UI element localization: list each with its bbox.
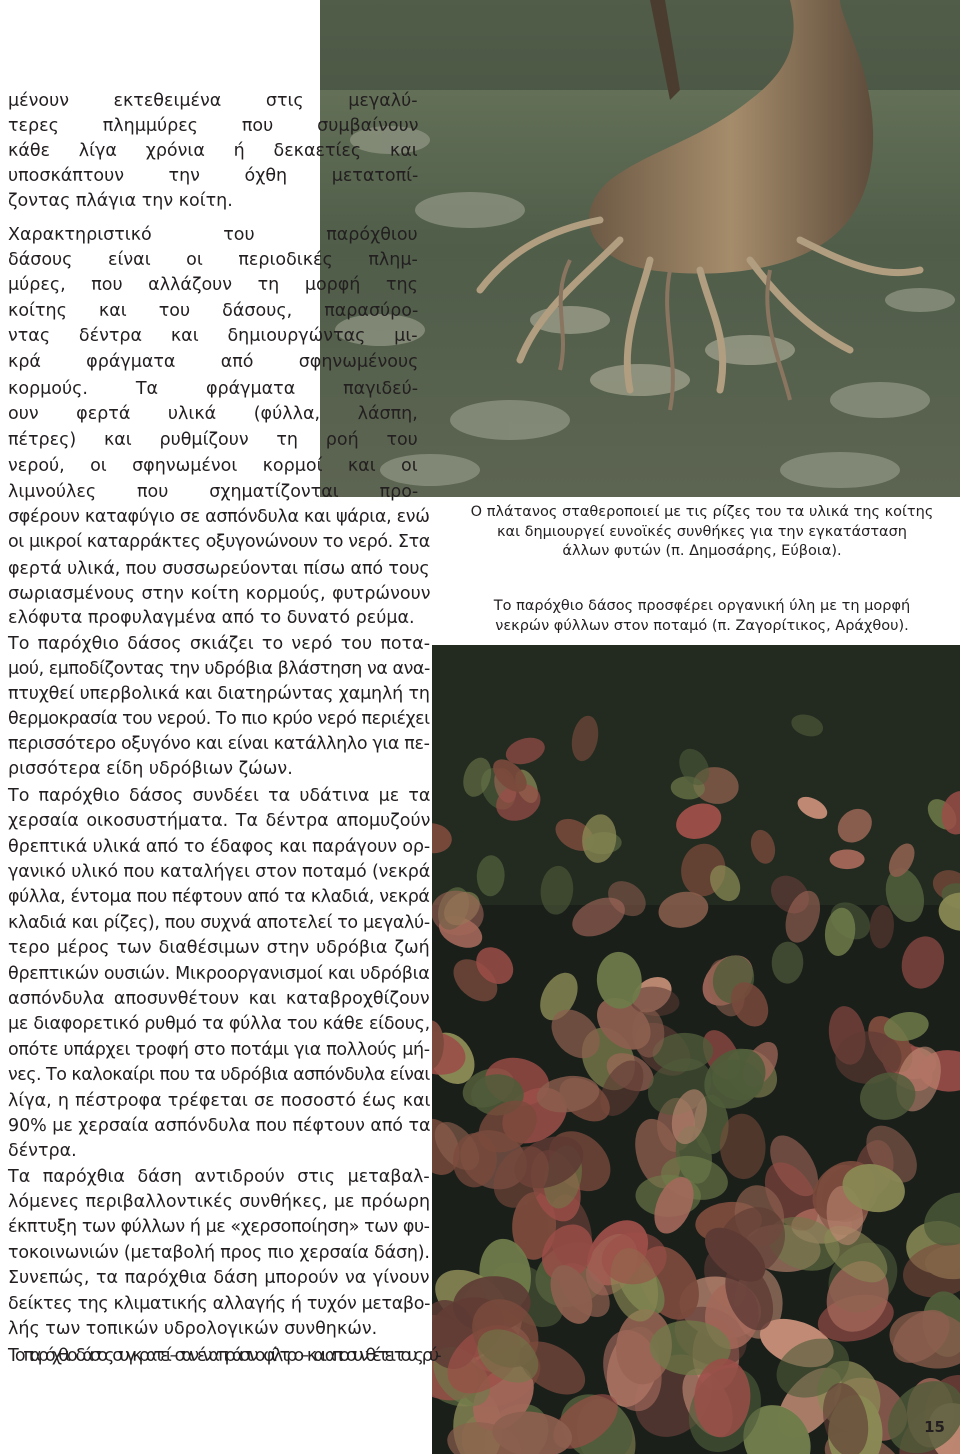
- body-line: οπότε υπάρχει τροφή στο ποτάμι για πολλούς μή-: [8, 1040, 430, 1060]
- body-line: Συνεπώς, τα παρόχθια δάση μπορούν να γίνουν: [8, 1268, 430, 1288]
- body-line: Τα παρόχθια δάση αντιδρούν στις μεταβαλ-: [8, 1167, 430, 1187]
- body-line: ουν φερτά υλικά (φύλλα, λάσπη,: [8, 404, 418, 424]
- body-line: κρά φράγματα από σφηνωμένους: [8, 352, 419, 372]
- photo-floating-leaves: [432, 645, 960, 1454]
- body-line: Χαρακτηριστικό του παρόχθιου: [8, 225, 418, 245]
- body-line: με διαφορετικό ρυθμό τα φύλλα του κάθε είδους,: [8, 1014, 430, 1034]
- body-line: νες. Το καλοκαίρι που τα υδρόβια ασπόνδυλα είναι: [8, 1065, 430, 1085]
- body-line: θρεπτικά υλικά από το έδαφος και παράγουν ορ-: [8, 837, 431, 857]
- body-line: μού, εμποδίζοντας την υδρόβια βλάστηση να ανα-: [8, 659, 430, 679]
- body-line: λόμενες περιβαλλοντικές συνθήκες, με πρόωρη: [8, 1192, 431, 1212]
- body-line: Το παρόχθιο δάσος σκιάζει το νερό του ποτα-: [8, 634, 431, 654]
- body-line: λίγα, η πέστροφα τρέφεται σε ποσοστό έως και: [8, 1091, 431, 1111]
- body-line: έκπτυξη των φύλλων ή με «χερσοποίηση» των φυ-: [8, 1217, 430, 1237]
- leaf-shape: [830, 850, 865, 870]
- body-line: κάθε λίγα χρόνια ή δεκαετίες και: [8, 141, 418, 161]
- page-number: 15: [924, 1418, 945, 1436]
- body-line: μύρες, που αλλάζουν τη μορφή της: [8, 275, 418, 295]
- body-line: φερτά υλικά, που συσσωρεύονται πίσω από τους: [8, 559, 430, 579]
- body-line: λής των τοπικών υδρολογικών συνθηκών.: [8, 1319, 378, 1339]
- body-line: υποσκάπτουν την όχθη μετατοπί-: [8, 166, 419, 186]
- body-line: δέντρα.: [8, 1141, 77, 1161]
- body-line: σωριασμένους στην κοίτη κορμούς, φυτρώνουν: [8, 584, 431, 604]
- caption-line: άλλων φυτών (π. Δημοσάρης, Εύβοια).: [562, 543, 842, 559]
- body-line: φύλλα, έντομα που πέφτουν από τα κλαδιά, νεκρά: [8, 887, 430, 907]
- body-line: σφέρουν καταφύγιο σε ασπόνδυλα και ψάρια, ενώ: [8, 507, 430, 527]
- body-line: θρεπτικών ουσιών. Μικροοργανισμοί και υδρόβια: [8, 964, 430, 984]
- body-line: πτυχθεί υπερβολικά και διατηρώντας χαμηλή τη: [8, 684, 430, 704]
- caption-floating-leaves: [448, 597, 956, 636]
- caption-line: νεκρών φύλλων στον ποταμό (π. Ζαγορίτικος, Αράχθου).: [495, 617, 909, 634]
- body-line: τοκοινωνιών (μεταβολή προς πιο χερσαία δάση).: [8, 1243, 430, 1263]
- body-line: Το παρόχθιο δάσος συνδέει τα υδάτινα με τα: [8, 786, 431, 806]
- body-line: θερμοκρασία του νερού. Το πιο κρύο νερό περιέχει: [8, 709, 430, 729]
- body-line: τερο μέρος των διαθέσιμων στην υδρόβια ζωή: [8, 938, 430, 958]
- body-line: κοίτης και του δάσους, παρασύρο-: [8, 301, 419, 321]
- body-line: νερού, οι σφηνωμένοι κορμοί και οι: [8, 456, 418, 476]
- body-line: μένουν εκτεθειμένα στις μεγαλύ-: [8, 91, 418, 111]
- body-line: ελόφυτα προφυλαγμένα από το δυνατό ρεύμα.: [8, 608, 415, 628]
- body-line: χερσαία οικοσυστήματα. Τα δέντρα απομυζούν: [8, 811, 431, 831]
- caption-line: και δημιουργεί ευνοϊκές συνθήκες για την εγκατάσταση: [496, 523, 907, 540]
- body-line: 90% με χερσαία ασπόνδυλα που πέφτουν από τα: [8, 1116, 431, 1136]
- body-line: λιμνούλες που σχηματίζονται προ-: [8, 482, 419, 502]
- body-line: ασπόνδυλα αποσυνθέτουν και καταβροχθίζουν: [8, 989, 430, 1009]
- body-line: δάσους είναι οι περιοδικές πλημ-: [8, 250, 418, 270]
- body-line: περισσότερο οξυγόνο και είναι κατάλληλο για πε-: [8, 734, 430, 754]
- caption-plane-tree-roots: [448, 503, 956, 562]
- body-line: ρισσότερα είδη υδρόβιων ζώων.: [8, 759, 293, 779]
- caption-line: Το παρόχθιο δάσος προσφέρει οργανική ύλη με τη μορφή: [493, 598, 911, 614]
- body-line: Το παρόχθιο δάσος συγκρατεί –σαν ένα πράσινο φίλτρο– και αποσυνθέτει τους ρύ-: [8, 1346, 438, 1366]
- body-line: πέτρες) και ρυθμίζουν τη ροή του: [8, 430, 418, 450]
- caption-line: Ο πλάτανος σταθεροποιεί με τις ρίζες του τα υλικά της κοίτης: [470, 504, 934, 520]
- body-line: ντας δέντρα και δημιουργώντας μι-: [8, 326, 418, 346]
- body-line: τερες πλημμύρες που συμβαίνουν: [8, 116, 419, 136]
- body-line: γανικό υλικό που καταλήγει στον ποταμό (νεκρά: [8, 862, 431, 882]
- body-line: κορμούς. Τα φράγματα παγιδεύ-: [8, 379, 419, 399]
- body-line: ζοντας πλάγια την κοίτη.: [8, 191, 233, 211]
- body-line: κλαδιά και ρίζες), που συχνά αποτελεί το μεγαλύ-: [8, 913, 430, 933]
- body-line: δείκτες της κλιματικής αλλαγής ή τυχόν μεταβο-: [8, 1294, 431, 1314]
- body-line: οι μικροί καταρράκτες οξυγονώνουν το νερό. Στα: [8, 532, 430, 552]
